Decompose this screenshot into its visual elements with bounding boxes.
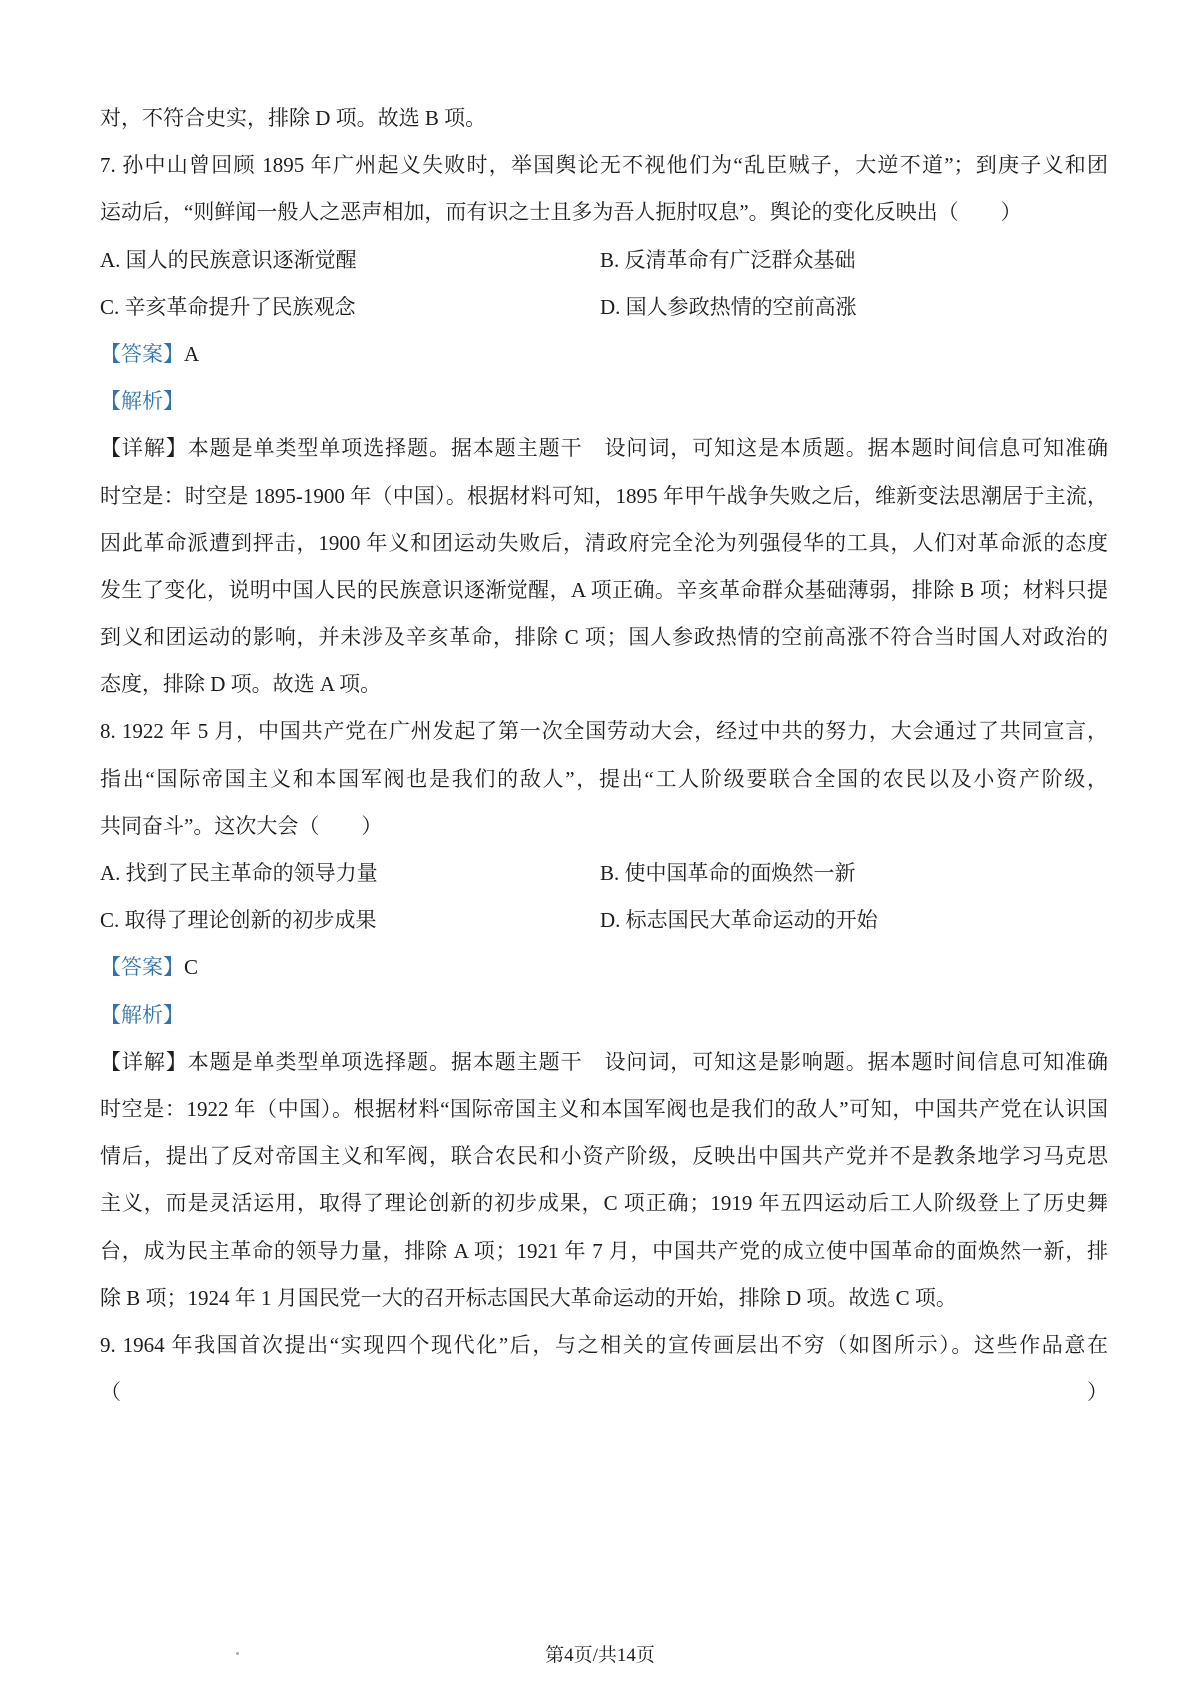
q8-options-row-2 (100, 897, 1108, 944)
q7-explanation-line-5: 到义和团运动的影响，并未涉及辛亥革命，排除 C 项；国人参政热情的空前高涨不符合当时国人对政治的 (100, 625, 1108, 650)
q8-option-a: A. 找到了民主革命的领导力量 (100, 861, 378, 885)
q7-explanation-line-2: 时空是：时空是 1895-1900 年（中国）。根据材料可知，1895 年甲午战争失败之后，维新变法思潮居于主流， (100, 483, 1108, 508)
q7-explanation-line-4: 发生了变化，说明中国人民的民族意识逐渐觉醒，A 项正确。辛亥革命群众基础薄弱，排除 B 项；材料只提 (100, 577, 1108, 602)
q7-answer-line (100, 331, 1108, 378)
q7-explanation-line-3: 因此革命派遭到抨击，1900 年义和团运动失败后，清政府完全沦为列强侵华的工具，人们对革命派的态度 (100, 530, 1108, 555)
q7-option-c: C. 辛亥革命提升了民族观念 (100, 294, 356, 319)
analysis-label: 【解析】 (100, 1002, 184, 1027)
q8-explanation-line-5: 台，成为民主革命的领导力量，排除 A 项；1921 年 7 月，中国共产党的成立使中国革命的面焕然一新，排 (100, 1238, 1108, 1263)
q8-explanation-line-6: 除 B 项；1924 年 1 月国民党一大的召开标志国民大革命运动的开始，排除 D 项。故选 C 项。 (100, 1285, 957, 1310)
q8-explanation-line-1: 【详解】本题是单类型单项选择题。据本题主题干 设问词，可知这是影响题。据本题时间信息可知准确 (100, 1049, 1108, 1074)
q8-stem-line-2: 指出“国际帝国主义和本国军阀也是我们的敌人”，提出“工人阶级要联合全国的农民以及小资产阶级， (100, 766, 1108, 791)
q9-stem-line-1: 9. 1964 年我国首次提出“实现四个现代化”后，与之相关的宣传画层出不穷（如图所示）。这些作品意在（ ） (100, 1332, 1108, 1405)
answer-label: 【答案】 (100, 341, 184, 366)
page-number: 第4页/共14页 (545, 1645, 655, 1666)
q8-options-row-1 (100, 850, 1108, 897)
q8-analysis-line (100, 992, 1108, 1039)
q7-option-b: B. 反清革命有广泛群众基础 (600, 247, 856, 272)
analysis-label: 【解析】 (100, 389, 184, 414)
q7-option-d: D. 国人参政热情的空前高涨 (600, 294, 857, 319)
q8-stem-line-1: 8. 1922 年 5 月，中国共产党在广州发起了第一次全国劳动大会，经过中共的努力，大会通过了共同宣言， (100, 719, 1108, 744)
q8-option-d: D. 标志国民大革命运动的开始 (600, 908, 878, 933)
q7-explanation-line-6: 态度，排除 D 项。故选 A 项。 (100, 672, 382, 697)
q7-stem-line-2: 运动后，“则鲜闻一般人之恶声相加，而有识之士且多为吾人扼肘叹息”。舆论的变化反映出（ ） (100, 200, 1022, 225)
q8-explanation-line-3: 情后，提出了反对帝国主义和军阀，联合农民和小资产阶级，反映出中国共产党并不是教条地学习马克思 (100, 1144, 1108, 1169)
q7-options-row-1 (100, 237, 1108, 284)
q7-analysis-line (100, 378, 1108, 425)
q8-explanation-line-2: 时空是：1922 年（中国）。根据材料“国际帝国主义和本国军阀也是我们的敌人”可知，中国共产党在认识国 (100, 1096, 1108, 1121)
q7-option-a: A. 国人的民族意识逐渐觉醒 (100, 247, 357, 272)
q7-answer-value: A (184, 341, 200, 366)
q7-explanation-line-1: 【详解】本题是单类型单项选择题。据本题主题干 设问词，可知这是本质题。据本题时间信息可知准确 (100, 436, 1108, 461)
q8-option-c: C. 取得了理论创新的初步成果 (100, 908, 377, 933)
q7-stem-line-1: 7. 孙中山曾回顾 1895 年广州起义失败时，举国舆论无不视他们为“乱臣贼子，大逆不道”；到庚子义和团 (100, 153, 1108, 178)
q8-answer-line (100, 944, 1108, 991)
answer-label: 【答案】 (100, 955, 184, 980)
document-body (100, 95, 1108, 1405)
q8-explanation-line-4: 主义，而是灵活运用，取得了理论创新的初步成果，C 项正确；1919 年五四运动后工人阶级登上了历史舞 (100, 1191, 1108, 1216)
q7-options-row-2 (100, 284, 1108, 331)
prev-answer-tail-line: 对，不符合史实，排除 D 项。故选 B 项。 (100, 106, 487, 130)
q8-answer-value: C (184, 955, 199, 980)
q8-stem-line-3: 共同奋斗”。这次大会（ ） (100, 813, 383, 838)
q8-option-b: B. 使中国革命的面焕然一新 (600, 861, 856, 885)
